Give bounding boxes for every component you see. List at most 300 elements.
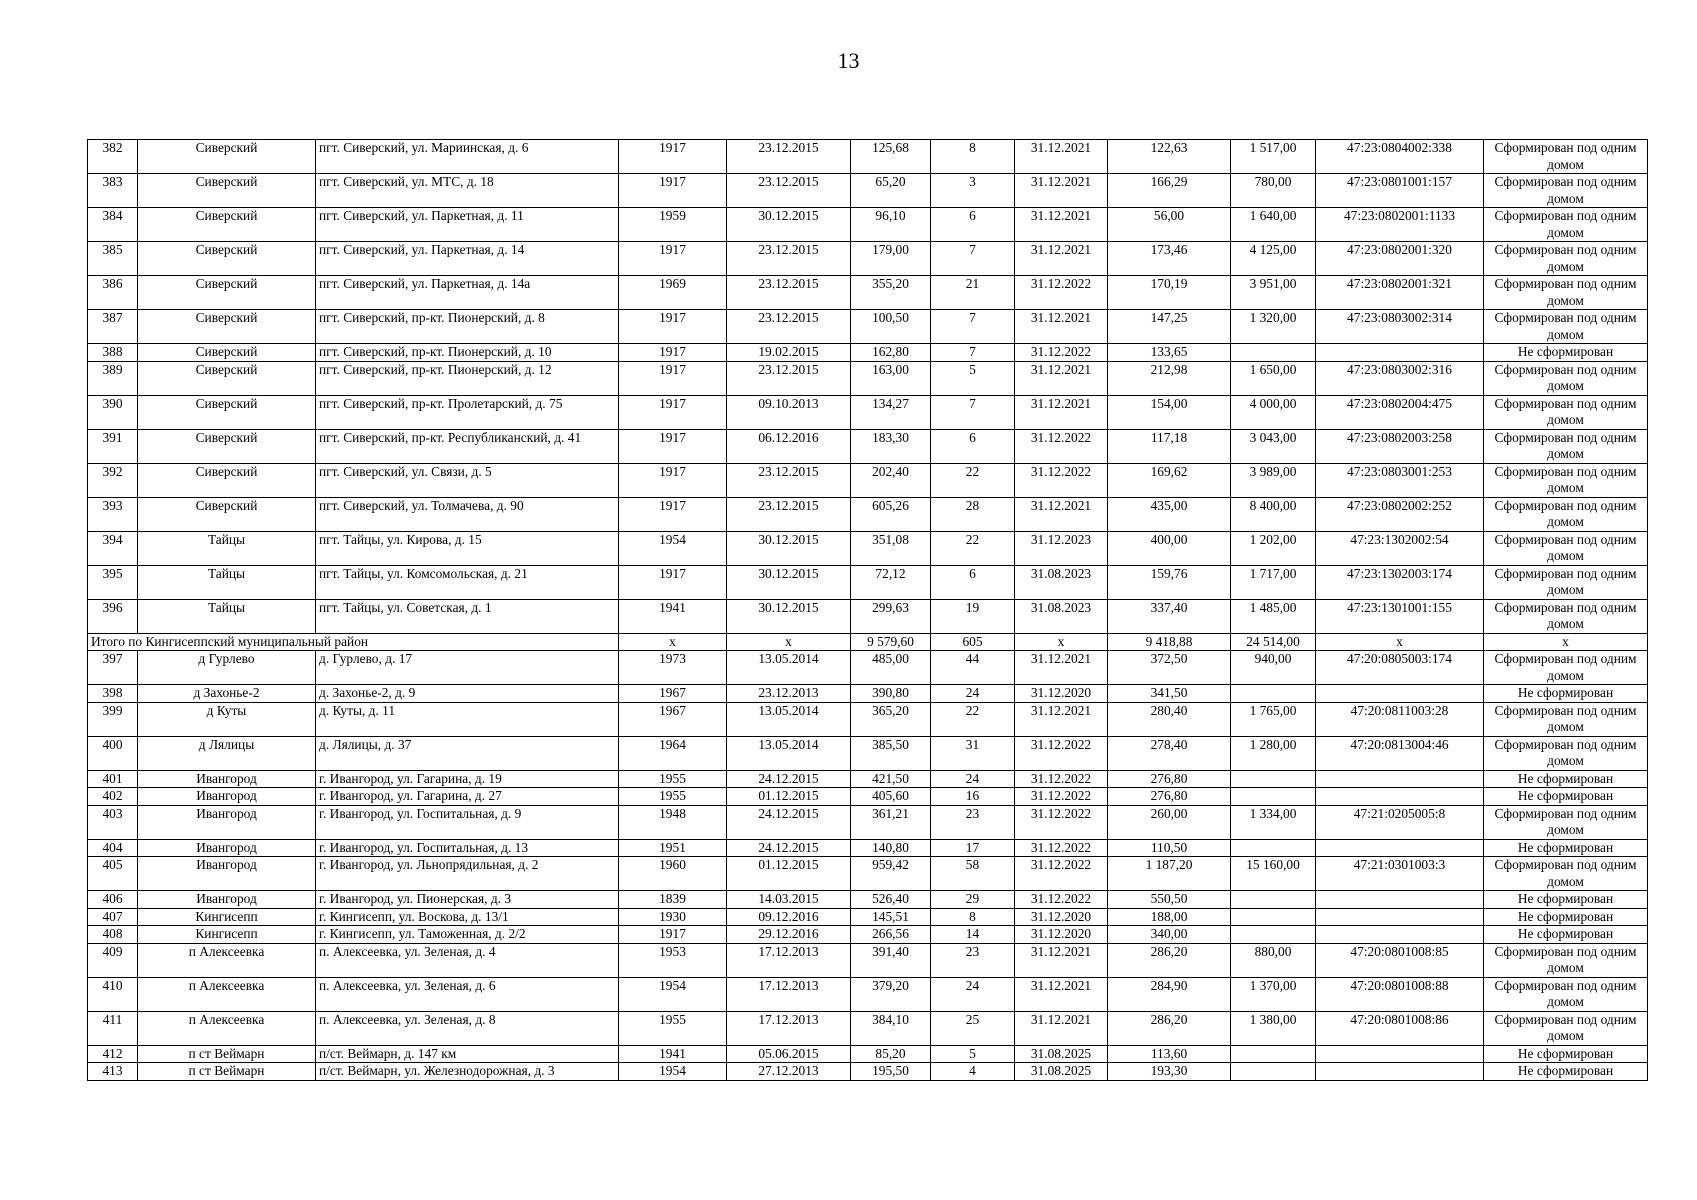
table-row bbox=[88, 531, 1648, 565]
land-status-cell: Сформирован под одним домом bbox=[1484, 599, 1648, 633]
cadastral-number-cell bbox=[1316, 891, 1484, 909]
settlement-cell: Ивангород bbox=[138, 839, 316, 857]
row-number: 410 bbox=[88, 977, 138, 1011]
land-status-cell: Сформирован под одним домом bbox=[1484, 736, 1648, 770]
row-number: 398 bbox=[88, 685, 138, 703]
recognition-date-cell: 06.12.2016 bbox=[727, 429, 851, 463]
table-row bbox=[88, 429, 1648, 463]
area-2-cell: 117,18 bbox=[1108, 429, 1231, 463]
total-residents-cell: 605 bbox=[931, 633, 1015, 651]
recognition-date-cell: 09.12.2016 bbox=[727, 908, 851, 926]
recognition-date-cell: 30.12.2015 bbox=[727, 599, 851, 633]
area-2-cell: 122,63 bbox=[1108, 140, 1231, 174]
table-row bbox=[88, 805, 1648, 839]
year-cell: 1953 bbox=[619, 943, 727, 977]
recognition-date-cell: 23.12.2015 bbox=[727, 310, 851, 344]
table-row bbox=[88, 908, 1648, 926]
area-cell: 959,42 bbox=[851, 857, 931, 891]
planned-date-cell: 31.12.2021 bbox=[1015, 395, 1108, 429]
land-status-cell: Сформирован под одним домом bbox=[1484, 857, 1648, 891]
residents-cell: 7 bbox=[931, 395, 1015, 429]
cadastral-number-cell bbox=[1316, 1045, 1484, 1063]
land-area-cell: 4 000,00 bbox=[1231, 395, 1316, 429]
address-cell: п. Алексеевка, ул. Зеленая, д. 6 bbox=[316, 977, 619, 1011]
cadastral-number-cell: 47:21:0205005:8 bbox=[1316, 805, 1484, 839]
cadastral-number-cell: 47:23:1302003:174 bbox=[1316, 565, 1484, 599]
residents-cell: 5 bbox=[931, 361, 1015, 395]
land-area-cell bbox=[1231, 926, 1316, 944]
year-cell: 1967 bbox=[619, 685, 727, 703]
table-row bbox=[88, 242, 1648, 276]
settlement-cell: Тайцы bbox=[138, 565, 316, 599]
total-land-status-cell: х bbox=[1484, 633, 1648, 651]
year-cell: 1959 bbox=[619, 208, 727, 242]
land-area-cell: 1 380,00 bbox=[1231, 1011, 1316, 1045]
row-number: 406 bbox=[88, 891, 138, 909]
table-row bbox=[88, 565, 1648, 599]
area-2-cell: 286,20 bbox=[1108, 943, 1231, 977]
planned-date-cell: 31.08.2025 bbox=[1015, 1045, 1108, 1063]
settlement-cell: Сиверский bbox=[138, 242, 316, 276]
residents-cell: 3 bbox=[931, 174, 1015, 208]
land-status-cell: Сформирован под одним домом bbox=[1484, 208, 1648, 242]
cadastral-number-cell: 47:23:1302002:54 bbox=[1316, 531, 1484, 565]
settlement-cell: п Алексеевка bbox=[138, 943, 316, 977]
year-cell: 1917 bbox=[619, 242, 727, 276]
address-cell: г. Ивангород, ул. Гагарина, д. 19 bbox=[316, 770, 619, 788]
settlement-cell: Кингисепп bbox=[138, 926, 316, 944]
planned-date-cell: 31.12.2022 bbox=[1015, 463, 1108, 497]
land-status-cell: Сформирован под одним домом bbox=[1484, 140, 1648, 174]
address-cell: пгт. Сиверский, пр-кт. Пролетарский, д. 75 bbox=[316, 395, 619, 429]
area-2-cell: 340,00 bbox=[1108, 926, 1231, 944]
residents-cell: 31 bbox=[931, 736, 1015, 770]
land-area-cell: 1 485,00 bbox=[1231, 599, 1316, 633]
row-number: 396 bbox=[88, 599, 138, 633]
total-recognition-date-cell: х bbox=[727, 633, 851, 651]
planned-date-cell: 31.12.2022 bbox=[1015, 276, 1108, 310]
land-status-cell: Сформирован под одним домом bbox=[1484, 943, 1648, 977]
row-number: 401 bbox=[88, 770, 138, 788]
area-2-cell: 113,60 bbox=[1108, 1045, 1231, 1063]
planned-date-cell: 31.12.2020 bbox=[1015, 926, 1108, 944]
land-status-cell: Не сформирован bbox=[1484, 908, 1648, 926]
residents-cell: 6 bbox=[931, 208, 1015, 242]
land-status-cell: Сформирован под одним домом bbox=[1484, 1011, 1648, 1045]
land-area-cell bbox=[1231, 788, 1316, 806]
table-row bbox=[88, 208, 1648, 242]
residents-cell: 8 bbox=[931, 908, 1015, 926]
land-status-cell: Не сформирован bbox=[1484, 1063, 1648, 1081]
settlement-cell: д Лялицы bbox=[138, 736, 316, 770]
recognition-date-cell: 17.12.2013 bbox=[727, 1011, 851, 1045]
area-2-cell: 1 187,20 bbox=[1108, 857, 1231, 891]
area-cell: 145,51 bbox=[851, 908, 931, 926]
area-cell: 134,27 bbox=[851, 395, 931, 429]
year-cell: 1954 bbox=[619, 1063, 727, 1081]
area-cell: 100,50 bbox=[851, 310, 931, 344]
table-row bbox=[88, 977, 1648, 1011]
recognition-date-cell: 23.12.2015 bbox=[727, 276, 851, 310]
total-area-2-cell: 9 418,88 bbox=[1108, 633, 1231, 651]
year-cell: 1973 bbox=[619, 651, 727, 685]
table-row bbox=[88, 685, 1648, 703]
land-area-cell: 3 951,00 bbox=[1231, 276, 1316, 310]
area-cell: 384,10 bbox=[851, 1011, 931, 1045]
recognition-date-cell: 23.12.2015 bbox=[727, 242, 851, 276]
table-row bbox=[88, 839, 1648, 857]
land-status-cell: Не сформирован bbox=[1484, 685, 1648, 703]
cadastral-number-cell: 47:23:0802002:252 bbox=[1316, 497, 1484, 531]
area-2-cell: 147,25 bbox=[1108, 310, 1231, 344]
residents-cell: 6 bbox=[931, 565, 1015, 599]
table-row bbox=[88, 463, 1648, 497]
residents-cell: 28 bbox=[931, 497, 1015, 531]
land-area-cell: 1 334,00 bbox=[1231, 805, 1316, 839]
residents-cell: 21 bbox=[931, 276, 1015, 310]
area-2-cell: 133,65 bbox=[1108, 344, 1231, 362]
address-cell: пгт. Сиверский, ул. Связи, д. 5 bbox=[316, 463, 619, 497]
year-cell: 1955 bbox=[619, 1011, 727, 1045]
address-cell: г. Ивангород, ул. Госпитальная, д. 13 bbox=[316, 839, 619, 857]
cadastral-number-cell: 47:20:0805003:174 bbox=[1316, 651, 1484, 685]
area-2-cell: 110,50 bbox=[1108, 839, 1231, 857]
year-cell: 1951 bbox=[619, 839, 727, 857]
residents-cell: 7 bbox=[931, 242, 1015, 276]
year-cell: 1954 bbox=[619, 977, 727, 1011]
row-number: 412 bbox=[88, 1045, 138, 1063]
area-cell: 421,50 bbox=[851, 770, 931, 788]
housing-registry-table bbox=[87, 139, 1648, 1081]
year-cell: 1917 bbox=[619, 497, 727, 531]
residents-cell: 24 bbox=[931, 977, 1015, 1011]
area-2-cell: 276,80 bbox=[1108, 770, 1231, 788]
settlement-cell: Ивангород bbox=[138, 770, 316, 788]
cadastral-number-cell: 47:23:0803002:316 bbox=[1316, 361, 1484, 395]
cadastral-number-cell: 47:23:0802001:321 bbox=[1316, 276, 1484, 310]
row-number: 413 bbox=[88, 1063, 138, 1081]
address-cell: пгт. Сиверский, ул. Паркетная, д. 14 bbox=[316, 242, 619, 276]
area-2-cell: 276,80 bbox=[1108, 788, 1231, 806]
table-row bbox=[88, 788, 1648, 806]
year-cell: 1917 bbox=[619, 174, 727, 208]
settlement-cell: д Гурлево bbox=[138, 651, 316, 685]
recognition-date-cell: 13.05.2014 bbox=[727, 736, 851, 770]
address-cell: пгт. Сиверский, ул. МТС, д. 18 bbox=[316, 174, 619, 208]
page-number: 13 bbox=[837, 48, 860, 73]
area-2-cell: 170,19 bbox=[1108, 276, 1231, 310]
recognition-date-cell: 30.12.2015 bbox=[727, 208, 851, 242]
table-row bbox=[88, 140, 1648, 174]
area-2-cell: 286,20 bbox=[1108, 1011, 1231, 1045]
settlement-cell: Ивангород bbox=[138, 857, 316, 891]
recognition-date-cell: 19.02.2015 bbox=[727, 344, 851, 362]
cadastral-number-cell: 47:21:0301003:3 bbox=[1316, 857, 1484, 891]
cadastral-number-cell bbox=[1316, 770, 1484, 788]
year-cell: 1960 bbox=[619, 857, 727, 891]
residents-cell: 8 bbox=[931, 140, 1015, 174]
table-row bbox=[88, 395, 1648, 429]
total-row bbox=[88, 633, 1648, 651]
table-row bbox=[88, 1045, 1648, 1063]
row-number: 383 bbox=[88, 174, 138, 208]
area-cell: 195,50 bbox=[851, 1063, 931, 1081]
planned-date-cell: 31.12.2021 bbox=[1015, 977, 1108, 1011]
address-cell: п. Алексеевка, ул. Зеленая, д. 8 bbox=[316, 1011, 619, 1045]
planned-date-cell: 31.08.2025 bbox=[1015, 1063, 1108, 1081]
row-number: 395 bbox=[88, 565, 138, 599]
recognition-date-cell: 01.12.2015 bbox=[727, 857, 851, 891]
area-2-cell: 212,98 bbox=[1108, 361, 1231, 395]
address-cell: г. Ивангород, ул. Пионерская, д. 3 bbox=[316, 891, 619, 909]
area-cell: 202,40 bbox=[851, 463, 931, 497]
land-status-cell: Сформирован под одним домом bbox=[1484, 276, 1648, 310]
planned-date-cell: 31.12.2021 bbox=[1015, 208, 1108, 242]
total-cadastral-number-cell: х bbox=[1316, 633, 1484, 651]
table-row bbox=[88, 770, 1648, 788]
recognition-date-cell: 09.10.2013 bbox=[727, 395, 851, 429]
recognition-date-cell: 23.12.2015 bbox=[727, 174, 851, 208]
cadastral-number-cell: 47:20:0801008:85 bbox=[1316, 943, 1484, 977]
address-cell: пгт. Сиверский, ул. Паркетная, д. 11 bbox=[316, 208, 619, 242]
table-row bbox=[88, 599, 1648, 633]
cadastral-number-cell: 47:20:0813004:46 bbox=[1316, 736, 1484, 770]
land-status-cell: Не сформирован bbox=[1484, 788, 1648, 806]
cadastral-number-cell: 47:23:0804002:338 bbox=[1316, 140, 1484, 174]
area-cell: 163,00 bbox=[851, 361, 931, 395]
residents-cell: 5 bbox=[931, 1045, 1015, 1063]
land-area-cell: 1 765,00 bbox=[1231, 702, 1316, 736]
row-number: 400 bbox=[88, 736, 138, 770]
settlement-cell: Сиверский bbox=[138, 276, 316, 310]
area-cell: 361,21 bbox=[851, 805, 931, 839]
table-row bbox=[88, 174, 1648, 208]
land-status-cell: Не сформирован bbox=[1484, 1045, 1648, 1063]
address-cell: пгт. Сиверский, пр-кт. Пионерский, д. 12 bbox=[316, 361, 619, 395]
row-number: 384 bbox=[88, 208, 138, 242]
area-2-cell: 372,50 bbox=[1108, 651, 1231, 685]
recognition-date-cell: 27.12.2013 bbox=[727, 1063, 851, 1081]
settlement-cell: д Захонье-2 bbox=[138, 685, 316, 703]
table-row bbox=[88, 310, 1648, 344]
total-planned-date-cell: х bbox=[1015, 633, 1108, 651]
cadastral-number-cell bbox=[1316, 839, 1484, 857]
settlement-cell: Ивангород bbox=[138, 805, 316, 839]
row-number: 411 bbox=[88, 1011, 138, 1045]
area-cell: 485,00 bbox=[851, 651, 931, 685]
year-cell: 1941 bbox=[619, 1045, 727, 1063]
land-area-cell bbox=[1231, 1045, 1316, 1063]
planned-date-cell: 31.12.2021 bbox=[1015, 497, 1108, 531]
year-cell: 1967 bbox=[619, 702, 727, 736]
recognition-date-cell: 05.06.2015 bbox=[727, 1045, 851, 1063]
cadastral-number-cell: 47:23:0802001:320 bbox=[1316, 242, 1484, 276]
address-cell: г. Ивангород, ул. Гагарина, д. 27 bbox=[316, 788, 619, 806]
land-status-cell: Сформирован под одним домом bbox=[1484, 361, 1648, 395]
recognition-date-cell: 30.12.2015 bbox=[727, 565, 851, 599]
area-2-cell: 169,62 bbox=[1108, 463, 1231, 497]
settlement-cell: Ивангород bbox=[138, 788, 316, 806]
planned-date-cell: 31.12.2023 bbox=[1015, 531, 1108, 565]
year-cell: 1917 bbox=[619, 926, 727, 944]
land-status-cell: Сформирован под одним домом bbox=[1484, 242, 1648, 276]
land-area-cell bbox=[1231, 1063, 1316, 1081]
settlement-cell: п Алексеевка bbox=[138, 1011, 316, 1045]
land-area-cell bbox=[1231, 770, 1316, 788]
residents-cell: 16 bbox=[931, 788, 1015, 806]
area-cell: 405,60 bbox=[851, 788, 931, 806]
row-number: 405 bbox=[88, 857, 138, 891]
address-cell: д. Гурлево, д. 17 bbox=[316, 651, 619, 685]
land-area-cell: 3 043,00 bbox=[1231, 429, 1316, 463]
residents-cell: 6 bbox=[931, 429, 1015, 463]
row-number: 390 bbox=[88, 395, 138, 429]
area-2-cell: 400,00 bbox=[1108, 531, 1231, 565]
area-2-cell: 278,40 bbox=[1108, 736, 1231, 770]
total-land-area-cell: 24 514,00 bbox=[1231, 633, 1316, 651]
residents-cell: 58 bbox=[931, 857, 1015, 891]
land-status-cell: Сформирован под одним домом bbox=[1484, 395, 1648, 429]
area-cell: 351,08 bbox=[851, 531, 931, 565]
area-2-cell: 193,30 bbox=[1108, 1063, 1231, 1081]
address-cell: г. Кингисепп, ул. Воскова, д. 13/1 bbox=[316, 908, 619, 926]
settlement-cell: Сиверский bbox=[138, 395, 316, 429]
year-cell: 1964 bbox=[619, 736, 727, 770]
table-row bbox=[88, 926, 1648, 944]
planned-date-cell: 31.12.2022 bbox=[1015, 857, 1108, 891]
table-row bbox=[88, 361, 1648, 395]
planned-date-cell: 31.12.2021 bbox=[1015, 702, 1108, 736]
land-status-cell: Сформирован под одним домом bbox=[1484, 565, 1648, 599]
settlement-cell: Тайцы bbox=[138, 531, 316, 565]
area-cell: 183,30 bbox=[851, 429, 931, 463]
table-row bbox=[88, 736, 1648, 770]
planned-date-cell: 31.12.2022 bbox=[1015, 805, 1108, 839]
area-2-cell: 56,00 bbox=[1108, 208, 1231, 242]
settlement-cell: Кингисепп bbox=[138, 908, 316, 926]
row-number: 407 bbox=[88, 908, 138, 926]
row-number: 408 bbox=[88, 926, 138, 944]
address-cell: пгт. Сиверский, ул. Паркетная, д. 14а bbox=[316, 276, 619, 310]
land-area-cell: 1 640,00 bbox=[1231, 208, 1316, 242]
planned-date-cell: 31.08.2023 bbox=[1015, 565, 1108, 599]
cadastral-number-cell: 47:23:0801001:157 bbox=[1316, 174, 1484, 208]
cadastral-number-cell: 47:23:0802003:258 bbox=[1316, 429, 1484, 463]
table-row bbox=[88, 344, 1648, 362]
table-row bbox=[88, 276, 1648, 310]
area-2-cell: 154,00 bbox=[1108, 395, 1231, 429]
settlement-cell: Сиверский bbox=[138, 310, 316, 344]
table-row bbox=[88, 651, 1648, 685]
land-status-cell: Не сформирован bbox=[1484, 891, 1648, 909]
land-area-cell: 15 160,00 bbox=[1231, 857, 1316, 891]
land-area-cell: 880,00 bbox=[1231, 943, 1316, 977]
settlement-cell: Сиверский bbox=[138, 344, 316, 362]
cadastral-number-cell bbox=[1316, 344, 1484, 362]
recognition-date-cell: 13.05.2014 bbox=[727, 702, 851, 736]
residents-cell: 17 bbox=[931, 839, 1015, 857]
area-cell: 605,26 bbox=[851, 497, 931, 531]
year-cell: 1941 bbox=[619, 599, 727, 633]
cadastral-number-cell: 47:23:0802001:1133 bbox=[1316, 208, 1484, 242]
land-area-cell: 1 320,00 bbox=[1231, 310, 1316, 344]
row-number: 404 bbox=[88, 839, 138, 857]
settlement-cell: п ст Веймарн bbox=[138, 1045, 316, 1063]
area-cell: 140,80 bbox=[851, 839, 931, 857]
address-cell: п. Алексеевка, ул. Зеленая, д. 4 bbox=[316, 943, 619, 977]
year-cell: 1917 bbox=[619, 361, 727, 395]
cadastral-number-cell bbox=[1316, 788, 1484, 806]
recognition-date-cell: 01.12.2015 bbox=[727, 788, 851, 806]
table-row bbox=[88, 857, 1648, 891]
recognition-date-cell: 24.12.2015 bbox=[727, 839, 851, 857]
land-status-cell: Не сформирован bbox=[1484, 839, 1648, 857]
address-cell: г. Ивангород, ул. Госпитальная, д. 9 bbox=[316, 805, 619, 839]
row-number: 389 bbox=[88, 361, 138, 395]
year-cell: 1917 bbox=[619, 395, 727, 429]
address-cell: г. Кингисепп, ул. Таможенная, д. 2/2 bbox=[316, 926, 619, 944]
residents-cell: 22 bbox=[931, 702, 1015, 736]
area-cell: 379,20 bbox=[851, 977, 931, 1011]
row-number: 382 bbox=[88, 140, 138, 174]
settlement-cell: Сиверский bbox=[138, 361, 316, 395]
settlement-cell: Тайцы bbox=[138, 599, 316, 633]
cadastral-number-cell: 47:20:0801008:88 bbox=[1316, 977, 1484, 1011]
land-status-cell: Сформирован под одним домом bbox=[1484, 463, 1648, 497]
table-row bbox=[88, 1063, 1648, 1081]
recognition-date-cell: 24.12.2015 bbox=[727, 770, 851, 788]
land-area-cell: 3 989,00 bbox=[1231, 463, 1316, 497]
land-status-cell: Сформирован под одним домом bbox=[1484, 805, 1648, 839]
recognition-date-cell: 13.05.2014 bbox=[727, 651, 851, 685]
cadastral-number-cell bbox=[1316, 1063, 1484, 1081]
residents-cell: 14 bbox=[931, 926, 1015, 944]
planned-date-cell: 31.12.2021 bbox=[1015, 1011, 1108, 1045]
area-2-cell: 337,40 bbox=[1108, 599, 1231, 633]
land-status-cell: Сформирован под одним домом bbox=[1484, 651, 1648, 685]
address-cell: пгт. Тайцы, ул. Кирова, д. 15 bbox=[316, 531, 619, 565]
planned-date-cell: 31.12.2022 bbox=[1015, 891, 1108, 909]
year-cell: 1917 bbox=[619, 429, 727, 463]
area-cell: 391,40 bbox=[851, 943, 931, 977]
area-2-cell: 284,90 bbox=[1108, 977, 1231, 1011]
residents-cell: 23 bbox=[931, 943, 1015, 977]
land-area-cell: 4 125,00 bbox=[1231, 242, 1316, 276]
settlement-cell: Сиверский bbox=[138, 497, 316, 531]
land-status-cell: Сформирован под одним домом bbox=[1484, 429, 1648, 463]
land-area-cell: 1 280,00 bbox=[1231, 736, 1316, 770]
area-2-cell: 280,40 bbox=[1108, 702, 1231, 736]
planned-date-cell: 31.12.2021 bbox=[1015, 943, 1108, 977]
area-cell: 266,56 bbox=[851, 926, 931, 944]
row-number: 387 bbox=[88, 310, 138, 344]
area-2-cell: 341,50 bbox=[1108, 685, 1231, 703]
planned-date-cell: 31.12.2020 bbox=[1015, 685, 1108, 703]
year-cell: 1917 bbox=[619, 140, 727, 174]
area-cell: 179,00 bbox=[851, 242, 931, 276]
address-cell: п/ст. Веймарн, ул. Железнодорожная, д. 3 bbox=[316, 1063, 619, 1081]
residents-cell: 44 bbox=[931, 651, 1015, 685]
planned-date-cell: 31.12.2022 bbox=[1015, 839, 1108, 857]
planned-date-cell: 31.08.2023 bbox=[1015, 599, 1108, 633]
recognition-date-cell: 24.12.2015 bbox=[727, 805, 851, 839]
cadastral-number-cell: 47:20:0811003:28 bbox=[1316, 702, 1484, 736]
residents-cell: 24 bbox=[931, 685, 1015, 703]
recognition-date-cell: 23.12.2013 bbox=[727, 685, 851, 703]
area-cell: 72,12 bbox=[851, 565, 931, 599]
address-cell: пгт. Тайцы, ул. Советская, д. 1 bbox=[316, 599, 619, 633]
cadastral-number-cell: 47:23:0803001:253 bbox=[1316, 463, 1484, 497]
